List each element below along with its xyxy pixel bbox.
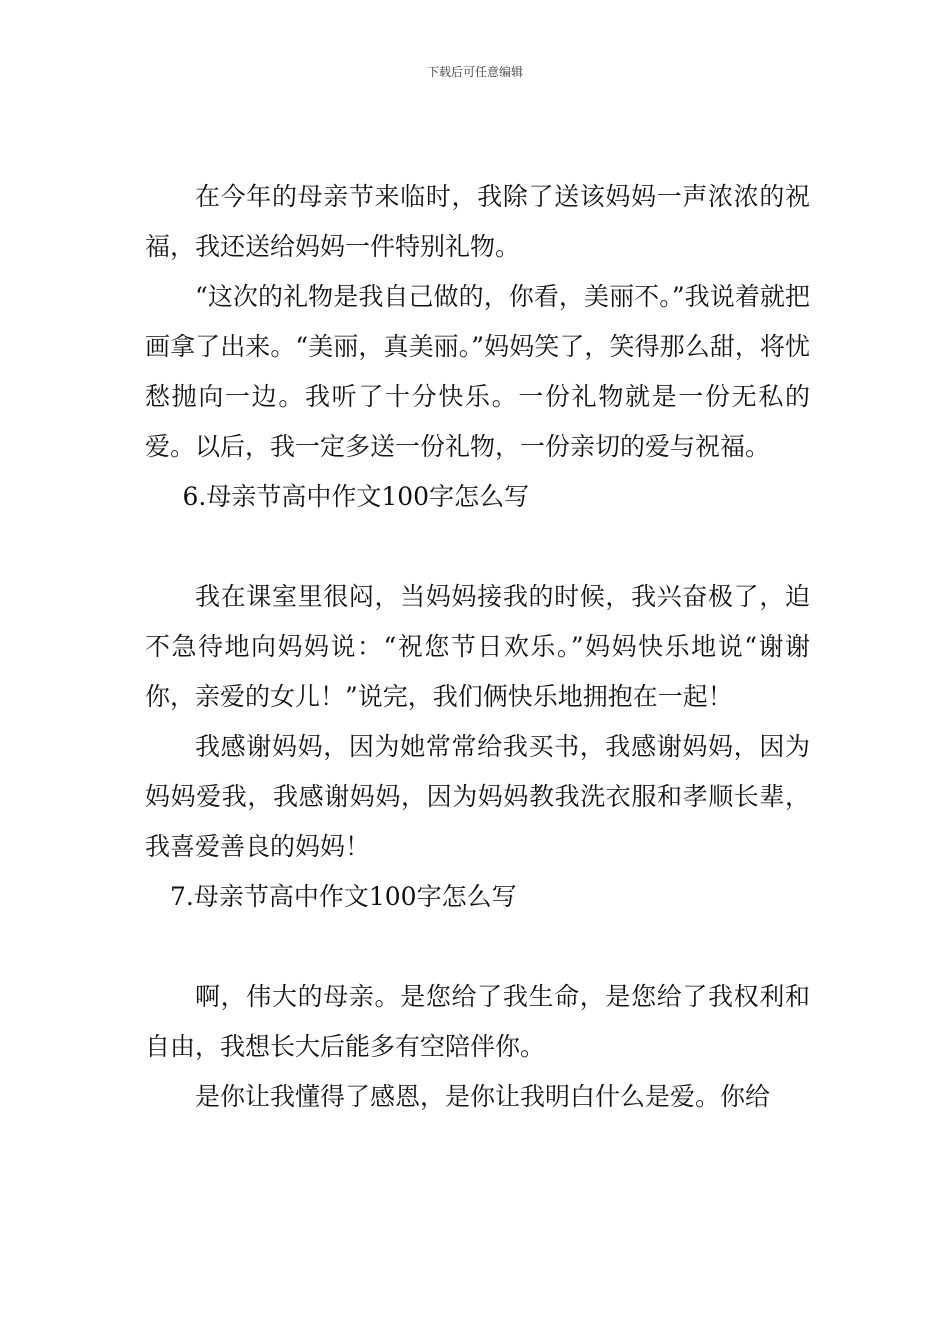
document-body — [145, 172, 810, 1122]
paragraph: 是你让我懂得了感恩，是你让我明白什么是爱。你给 — [195, 1082, 771, 1111]
paragraph: 我在课室里很闷，当妈妈接我的时候，我兴奋极了，迫不急待地向妈妈说：“祝您节日欢乐。”妈妈快乐地说“谢谢你，亲爱的女儿！”说完，我们俩快乐地拥抱在一起！ — [145, 582, 810, 711]
section-heading: 6.母亲节高中作文100字怎么写 — [182, 482, 530, 511]
paragraph: 啊，伟大的母亲。是您给了我生命，是您给了我权利和自由，我想长大后能多有空陪伴你。 — [145, 982, 810, 1061]
paragraph: “这次的礼物是我自己做的，你看，美丽不。”我说着就把画拿了出来。“美丽，真美丽。”妈妈笑了，笑得那么甜，将忧愁抛向一边。我听了十分快乐。一份礼物就是一份无私的爱。以后，我一定多送一份礼物，一份亲切的爱与祝福。 — [145, 282, 810, 461]
paragraph: 在今年的母亲节来临时，我除了送该妈妈一声浓浓的祝福，我还送给妈妈一件特别礼物。 — [145, 182, 810, 261]
section-heading: 7.母亲节高中作文100字怎么写 — [170, 882, 517, 911]
paragraph: 我感谢妈妈，因为她常常给我买书，我感谢妈妈，因为妈妈爱我，我感谢妈妈，因为妈妈教我洗衣服和孝顺长辈，我喜爱善良的妈妈！ — [145, 732, 810, 861]
page-header: 下载后可任意编辑 — [426, 65, 523, 79]
